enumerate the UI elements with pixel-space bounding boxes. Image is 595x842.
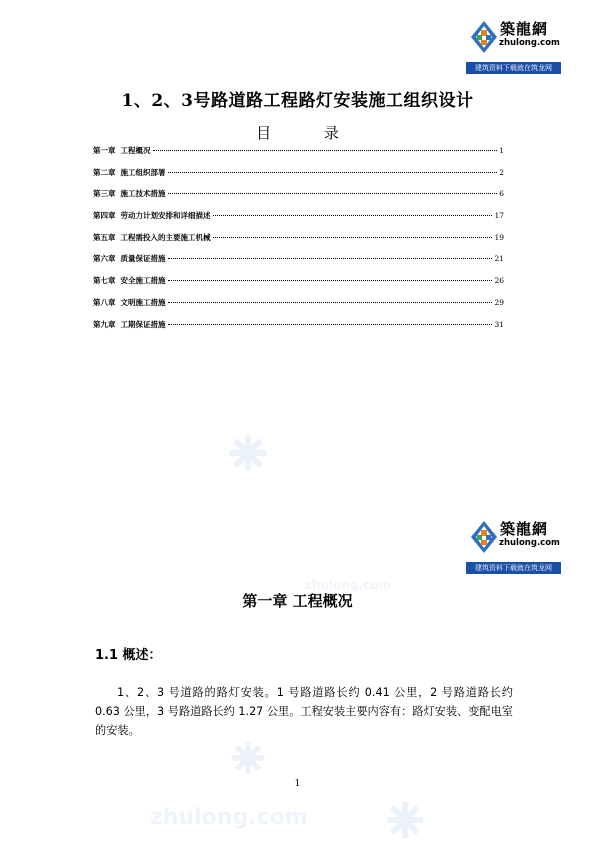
toc-page: 6	[499, 189, 504, 199]
toc-chapter: 第九章	[93, 319, 116, 329]
toc-name: 质量保证措施	[120, 254, 166, 264]
toc-chapter: 第七章	[93, 276, 116, 286]
toc-leader	[168, 172, 498, 173]
toc-chapter: 第八章	[93, 297, 116, 307]
watermark-snowflake-icon	[228, 433, 268, 473]
toc-entry[interactable]	[93, 275, 504, 297]
toc-name: 劳动力计划安排和详细描述	[120, 211, 211, 221]
toc-entry[interactable]	[93, 145, 504, 167]
toc-chapter: 第一章	[93, 146, 116, 155]
zhulong-logo-mid	[466, 518, 561, 574]
toc-page: 31	[494, 319, 504, 329]
toc-page: 1	[499, 146, 504, 155]
toc-page: 2	[499, 167, 504, 177]
document-title: 1、2、3号路道路工程路灯安装施工组织设计	[121, 91, 474, 111]
toc-chapter: 第二章	[93, 167, 116, 177]
toc-chapter: 第三章	[93, 189, 116, 199]
section-title: 1.1 概述：	[95, 648, 162, 663]
toc-heading: 目 录	[256, 124, 363, 142]
toc-name: 施工技术措施	[120, 189, 166, 199]
logo-tagline: 建筑资料下载就在筑龙网	[466, 62, 561, 74]
toc-entry[interactable]	[93, 232, 504, 254]
toc-page: 29	[494, 297, 504, 307]
logo-name: 築龍網	[500, 520, 549, 538]
toc-chapter: 第四章	[93, 211, 116, 221]
toc-page: 19	[494, 232, 504, 242]
toc-entry[interactable]	[93, 210, 504, 232]
logo-domain: zhulong.com	[499, 38, 560, 48]
body-paragraph: 1、2、3 号道路的路灯安装。1 号路道路长约 0.41 公里，2 号路道路长约 0.63 公里，3 号路道路长约 1.27 公里。工程安装主要内容有：路灯安装、变配电室的安装。	[95, 686, 513, 737]
logo-name: 築龍網	[500, 20, 549, 38]
logo-tagline: 建筑资料下载就在筑龙网	[466, 562, 561, 574]
watermark-domain: zhulong.com	[305, 578, 391, 592]
toc-page: 21	[494, 254, 504, 264]
toc-entry[interactable]	[93, 167, 504, 189]
toc-name: 施工组织部署	[120, 167, 166, 177]
toc-leader	[168, 324, 493, 325]
toc-name: 工期保证措施	[120, 319, 166, 329]
toc-leader	[168, 280, 493, 281]
toc-page: 17	[494, 211, 504, 221]
toc-page: 26	[494, 276, 504, 286]
logo-domain: zhulong.com	[499, 538, 560, 548]
logo-diamond-icon	[470, 20, 498, 54]
toc-chapter: 第五章	[93, 232, 116, 242]
toc-leader	[168, 302, 493, 303]
toc-name: 工程概况	[120, 146, 151, 155]
toc-leader	[213, 237, 493, 238]
logo-mark	[466, 18, 561, 62]
chapter-title: 第一章 工程概况	[242, 592, 353, 610]
logo-diamond-icon	[470, 520, 498, 554]
watermark-snowflake-icon	[385, 800, 425, 840]
toc-chapter: 第六章	[93, 254, 116, 264]
toc-leader	[168, 193, 498, 194]
page-number: 1	[294, 779, 301, 789]
toc-name: 工程需投入的主要施工机械	[120, 232, 211, 242]
toc-entry[interactable]	[93, 297, 504, 319]
toc-leader	[213, 215, 493, 216]
toc-entry[interactable]	[93, 319, 504, 341]
table-of-contents	[93, 145, 504, 340]
logo-mark	[466, 518, 561, 562]
watermark-snowflake-icon	[230, 740, 266, 776]
toc-leader	[168, 258, 493, 259]
toc-name: 安全施工措施	[120, 276, 166, 286]
toc-entry[interactable]	[93, 253, 504, 275]
toc-entry[interactable]	[93, 188, 504, 210]
zhulong-logo-top	[466, 18, 561, 74]
toc-name: 文明施工措施	[120, 297, 166, 307]
watermark-domain: zhulong.com	[150, 805, 308, 830]
toc-leader	[153, 150, 498, 151]
